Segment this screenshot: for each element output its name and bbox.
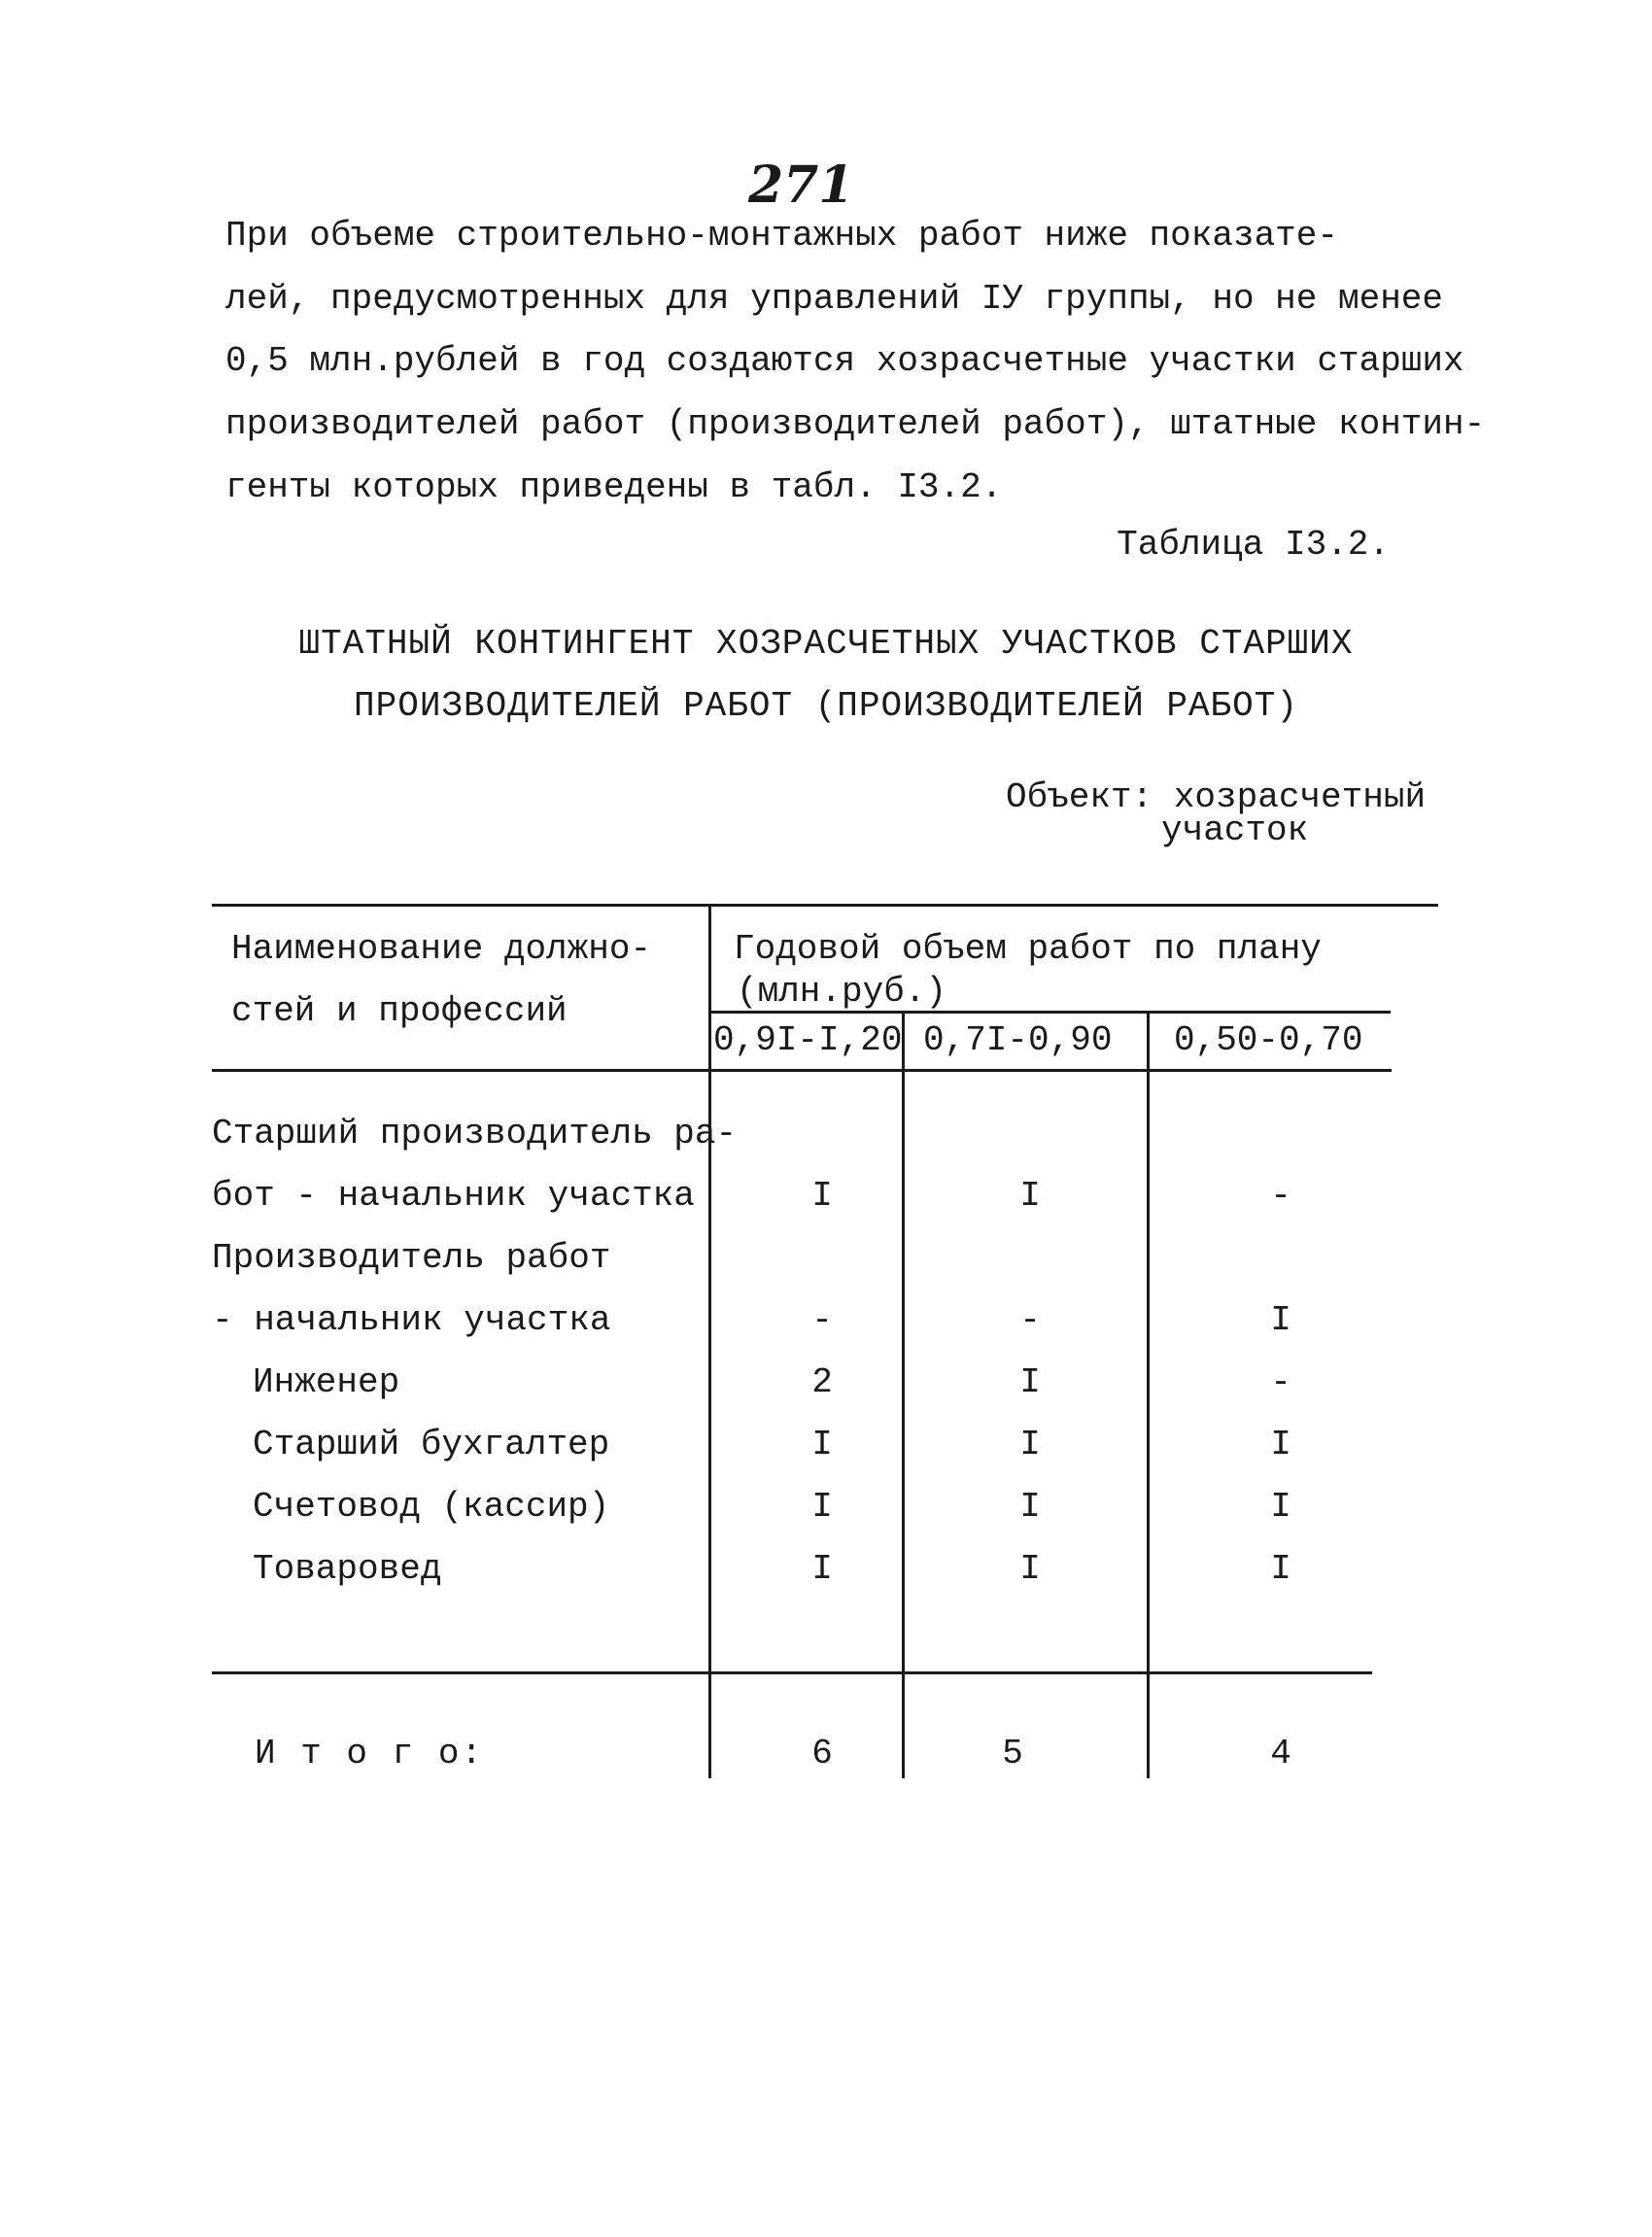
cell-value: - — [811, 1300, 833, 1340]
object-label-cont: участок — [1161, 810, 1309, 850]
cell-value: I — [811, 1487, 833, 1527]
row-name: Старший бухгалтер — [253, 1425, 610, 1464]
total-value: 4 — [1270, 1734, 1291, 1773]
paragraph-line: производителей работ (производителей работ), штатные контин- — [225, 404, 1486, 444]
column-divider — [1147, 1011, 1150, 1778]
paragraph-line: При объеме строительно-монтажных работ ниже показате- — [225, 216, 1338, 256]
header-volume: Годовой объем работ по плану — [734, 929, 1322, 969]
total-label: И т о г о: — [255, 1734, 485, 1773]
cell-value: - — [1270, 1362, 1291, 1402]
table-label: Таблица I3.2. — [1117, 525, 1390, 565]
row-name: Инженер — [253, 1362, 400, 1402]
paragraph-line: 0,5 млн.рублей в год создаются хозрасчетные участки старших — [225, 341, 1464, 381]
row-name: бот - начальник участка — [212, 1176, 695, 1216]
cell-value: - — [1270, 1176, 1291, 1216]
row-name: Старший производитель ра- — [212, 1114, 738, 1153]
header-name: Наименование должно- — [231, 929, 652, 969]
cell-value: I — [1019, 1176, 1041, 1216]
table-title-line: ШТАТНЫЙ КОНТИНГЕНТ ХОЗРАСЧЕТНЫХ УЧАСТКОВ СТАРШИХ — [298, 624, 1354, 664]
cell-value: I — [1270, 1487, 1291, 1527]
page-number: 271 — [748, 155, 854, 215]
body-bottom-rule — [212, 1671, 1372, 1674]
row-name: Товаровед — [253, 1549, 442, 1589]
total-value: 6 — [811, 1734, 833, 1773]
table-top-rule — [212, 904, 1438, 907]
cell-value: I — [811, 1425, 833, 1464]
header-name: стей и профессий — [231, 991, 568, 1031]
cell-value: I — [1270, 1300, 1291, 1340]
cell-value: I — [1019, 1487, 1041, 1527]
column-header: 0,50-0,70 — [1174, 1020, 1363, 1060]
cell-value: I — [1019, 1362, 1041, 1402]
object-label: Объект: хозрасчетный — [1006, 777, 1427, 817]
cell-value: - — [1019, 1300, 1041, 1340]
column-header: 0,9I-I,20 — [713, 1020, 903, 1060]
table-title-line: ПРОИЗВОДИТЕЛЕЙ РАБОТ (ПРОИЗВОДИТЕЛЕЙ РАБОТ) — [354, 686, 1298, 726]
row-name: Счетовод (кассир) — [253, 1487, 610, 1527]
cell-value: I — [1019, 1549, 1041, 1589]
paragraph-line: генты которых приведены в табл. I3.2. — [225, 467, 1003, 507]
column-divider — [902, 1011, 905, 1778]
header-volume-unit: (млн.руб.) — [737, 972, 947, 1012]
paragraph-line: лей, предусмотренных для управлений IУ группы, но не менее — [225, 279, 1444, 319]
header-bottom-rule — [212, 1069, 1392, 1072]
row-name: Производитель работ — [212, 1238, 611, 1278]
total-value: 5 — [1002, 1734, 1023, 1773]
cell-value: I — [1270, 1425, 1291, 1464]
cell-value: I — [1270, 1549, 1291, 1589]
row-name: - начальник участка — [212, 1300, 611, 1340]
cell-value: I — [1019, 1425, 1041, 1464]
column-divider — [708, 904, 711, 1778]
column-header: 0,7I-0,90 — [923, 1020, 1113, 1060]
cell-value: I — [811, 1176, 833, 1216]
cell-value: I — [811, 1549, 833, 1589]
cell-value: 2 — [811, 1362, 833, 1402]
